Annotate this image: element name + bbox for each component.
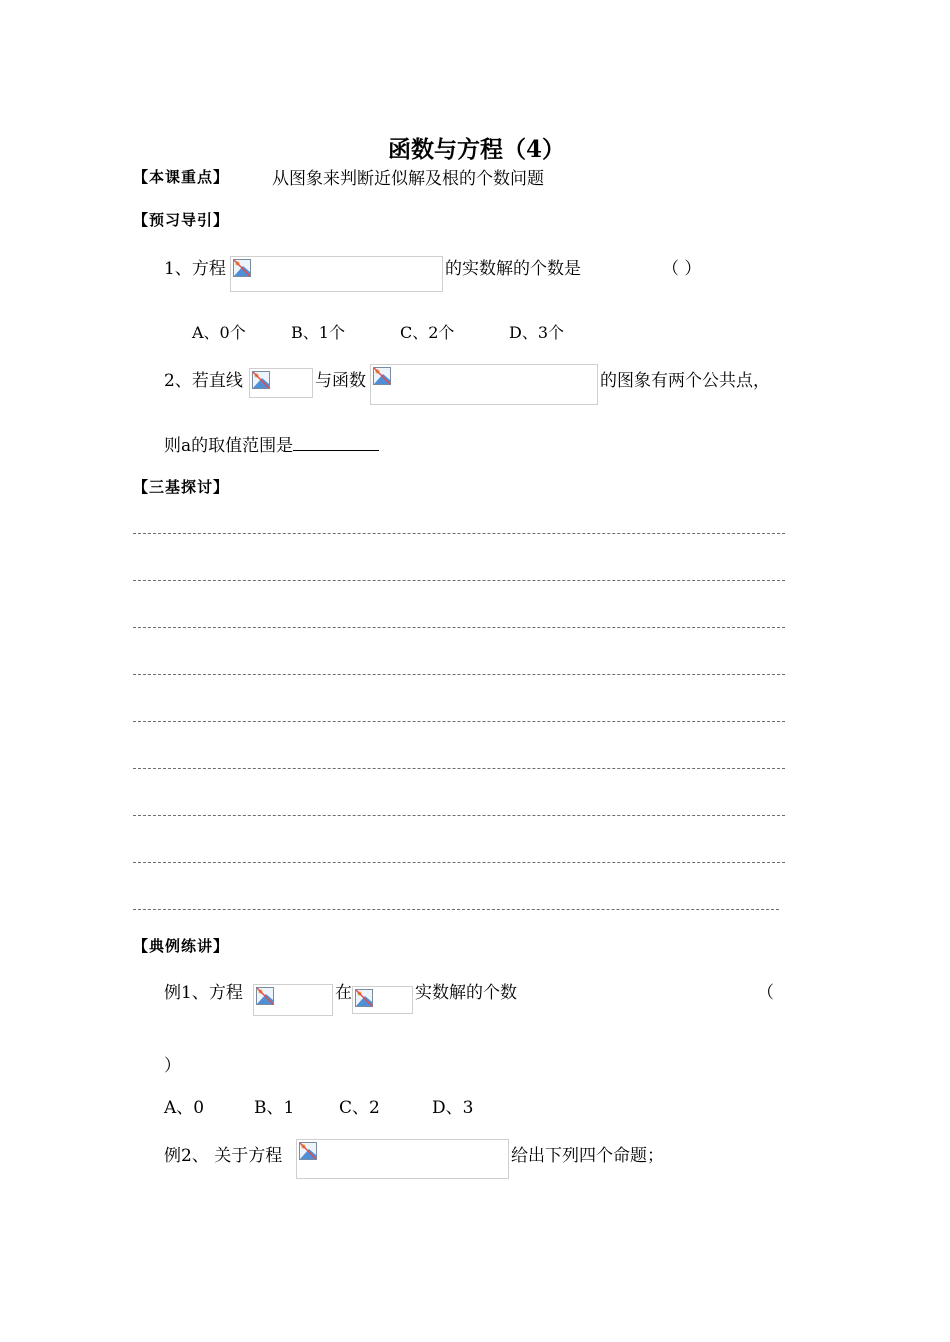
ex1-option-a: A、0 — [164, 1098, 205, 1118]
answer-line — [133, 862, 785, 863]
ex2-suffix: 给出下列四个命题； — [511, 1146, 664, 1166]
q2-prefix: 2、若直线 — [164, 371, 243, 391]
broken-image-icon — [373, 367, 391, 385]
q2-suffix: 的图象有两个公共点， — [600, 371, 770, 391]
ex2-prefix: 例2、 关于方程 — [164, 1146, 283, 1166]
focus-text: 从图象来判断近似解及根的个数问题 — [272, 169, 544, 189]
broken-image-icon — [233, 259, 251, 277]
line-image — [249, 368, 313, 398]
answer-blank — [293, 434, 379, 451]
broken-image-icon — [252, 371, 270, 389]
examples-heading: 【典例练讲】 — [133, 937, 230, 955]
answer-line — [133, 580, 785, 581]
answer-line — [133, 768, 785, 769]
ex1-paren-open: （ — [757, 983, 774, 1003]
broken-image-icon — [355, 989, 373, 1007]
answer-line — [133, 909, 779, 910]
focus-label: 【本课重点】 — [133, 168, 230, 186]
q1-option-d: D、3个 — [509, 323, 565, 342]
ex1-prefix: 例1、方程 — [164, 983, 243, 1003]
ex1-interval-image — [352, 986, 413, 1014]
ex1-option-d: D、3 — [432, 1098, 474, 1118]
q2-line2 — [164, 431, 379, 456]
discuss-heading: 【三基探讨】 — [133, 478, 230, 496]
ex1-middle: 在 — [335, 983, 352, 1003]
answer-line — [133, 674, 785, 675]
answer-line — [133, 721, 785, 722]
equation-image — [230, 256, 443, 292]
q1-option-a: A、0个 — [192, 323, 246, 342]
q1-paren: （ ） — [662, 259, 702, 279]
ex2-equation-image — [296, 1139, 509, 1179]
function-image — [370, 364, 598, 405]
q1-prefix: 1、方程 — [164, 259, 226, 279]
q2-line2-text: 则a的取值范围是 — [164, 436, 294, 456]
q1-option-b: B、1个 — [291, 323, 345, 342]
preview-heading: 【预习导引】 — [133, 211, 230, 229]
answer-line — [133, 627, 785, 628]
q1-suffix: 的实数解的个数是 — [445, 259, 581, 279]
answer-line — [133, 533, 785, 534]
ex1-paren-close: ） — [164, 1056, 181, 1076]
ex1-equation-image — [253, 984, 333, 1016]
ex1-option-c: C、2 — [339, 1098, 380, 1118]
q1-option-c: C、2个 — [400, 323, 455, 342]
q2-middle: 与函数 — [315, 371, 366, 391]
page-title: 函数与方程（4） — [388, 136, 566, 163]
ex1-option-b: B、1 — [254, 1098, 295, 1118]
broken-image-icon — [299, 1142, 317, 1160]
answer-line — [133, 815, 785, 816]
broken-image-icon — [256, 987, 274, 1005]
ex1-suffix: 实数解的个数 — [415, 983, 517, 1003]
